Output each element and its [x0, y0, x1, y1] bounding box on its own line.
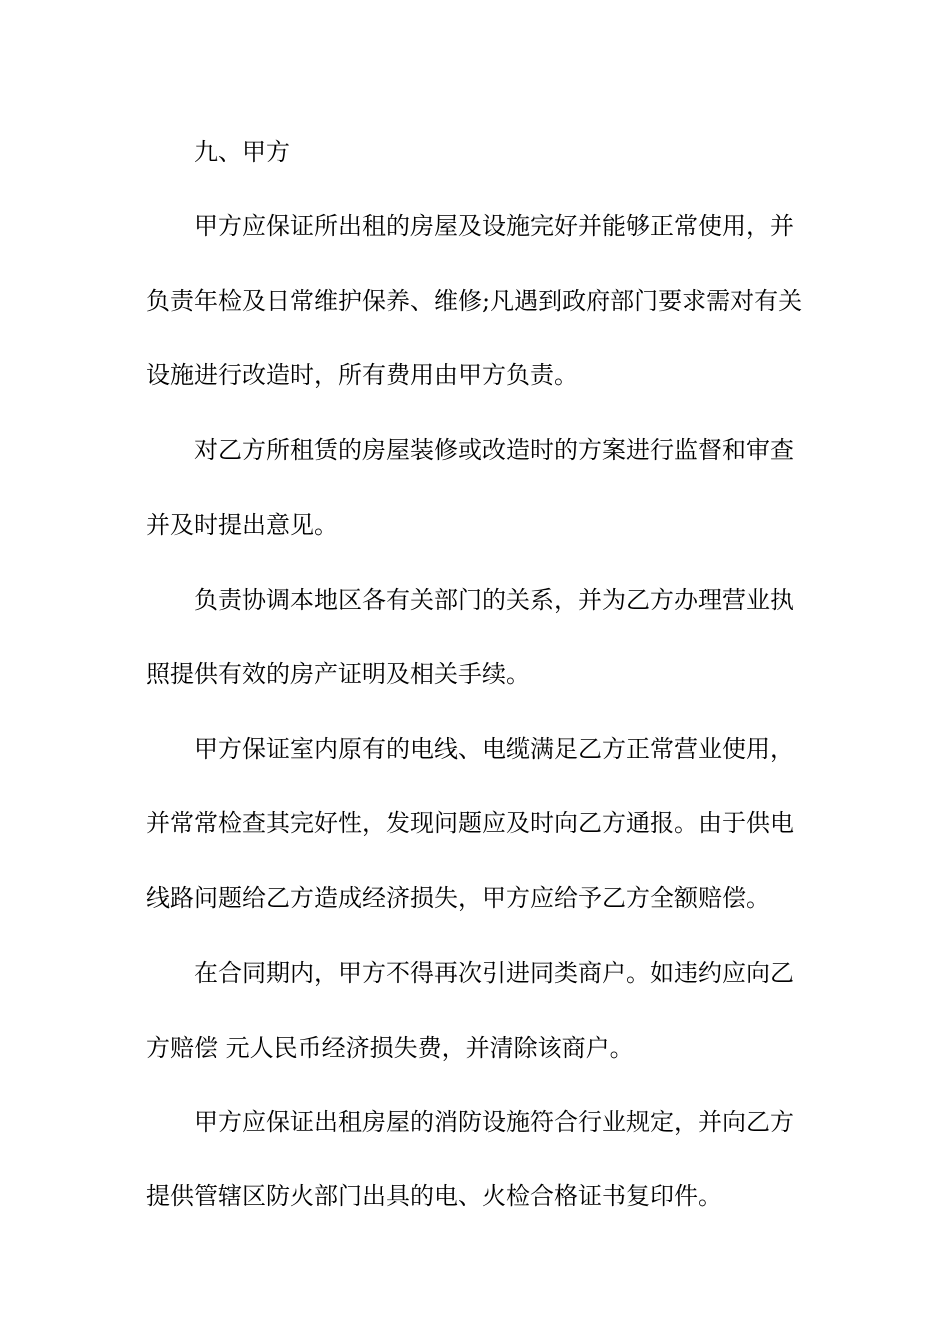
paragraph-line: 照提供有效的房产证明及相关手续。 [146, 660, 530, 688]
paragraph-line: 甲方应保证出租房屋的消防设施符合行业规定，并向乙方 [194, 1108, 794, 1136]
paragraph-line: 方赔偿 元人民币经济损失费，并清除该商户。 [146, 1034, 634, 1062]
paragraph-line: 对乙方所租赁的房屋装修或改造时的方案进行监督和审查 [194, 436, 794, 464]
paragraph-line: 线路问题给乙方造成经济损失，甲方应给予乙方全额赔偿。 [146, 884, 770, 912]
paragraph-line: 提供管辖区防火部门出具的电、火检合格证书复印件。 [146, 1182, 722, 1210]
paragraph-line: 并及时提出意见。 [146, 511, 338, 539]
paragraph-line: 甲方保证室内原有的电线、电缆满足乙方正常营业使用， [194, 735, 794, 763]
paragraph-line: 甲方应保证所出租的房屋及设施完好并能够正常使用，并 [194, 212, 794, 240]
paragraph-line: 并常常检查其完好性，发现问题应及时向乙方通报。由于供电 [146, 809, 794, 837]
paragraph-line: 负责年检及日常维护保养、维修;凡遇到政府部门要求需对有关 [146, 287, 803, 315]
paragraph-line: 在合同期内，甲方不得再次引进同类商户。如违约应向乙 [194, 959, 794, 987]
paragraph-line: 负责协调本地区各有关部门的关系，并为乙方办理营业执 [194, 586, 794, 614]
section-heading: 九、甲方 [194, 138, 290, 166]
paragraph-line: 设施进行改造时，所有费用由甲方负责。 [146, 361, 578, 389]
